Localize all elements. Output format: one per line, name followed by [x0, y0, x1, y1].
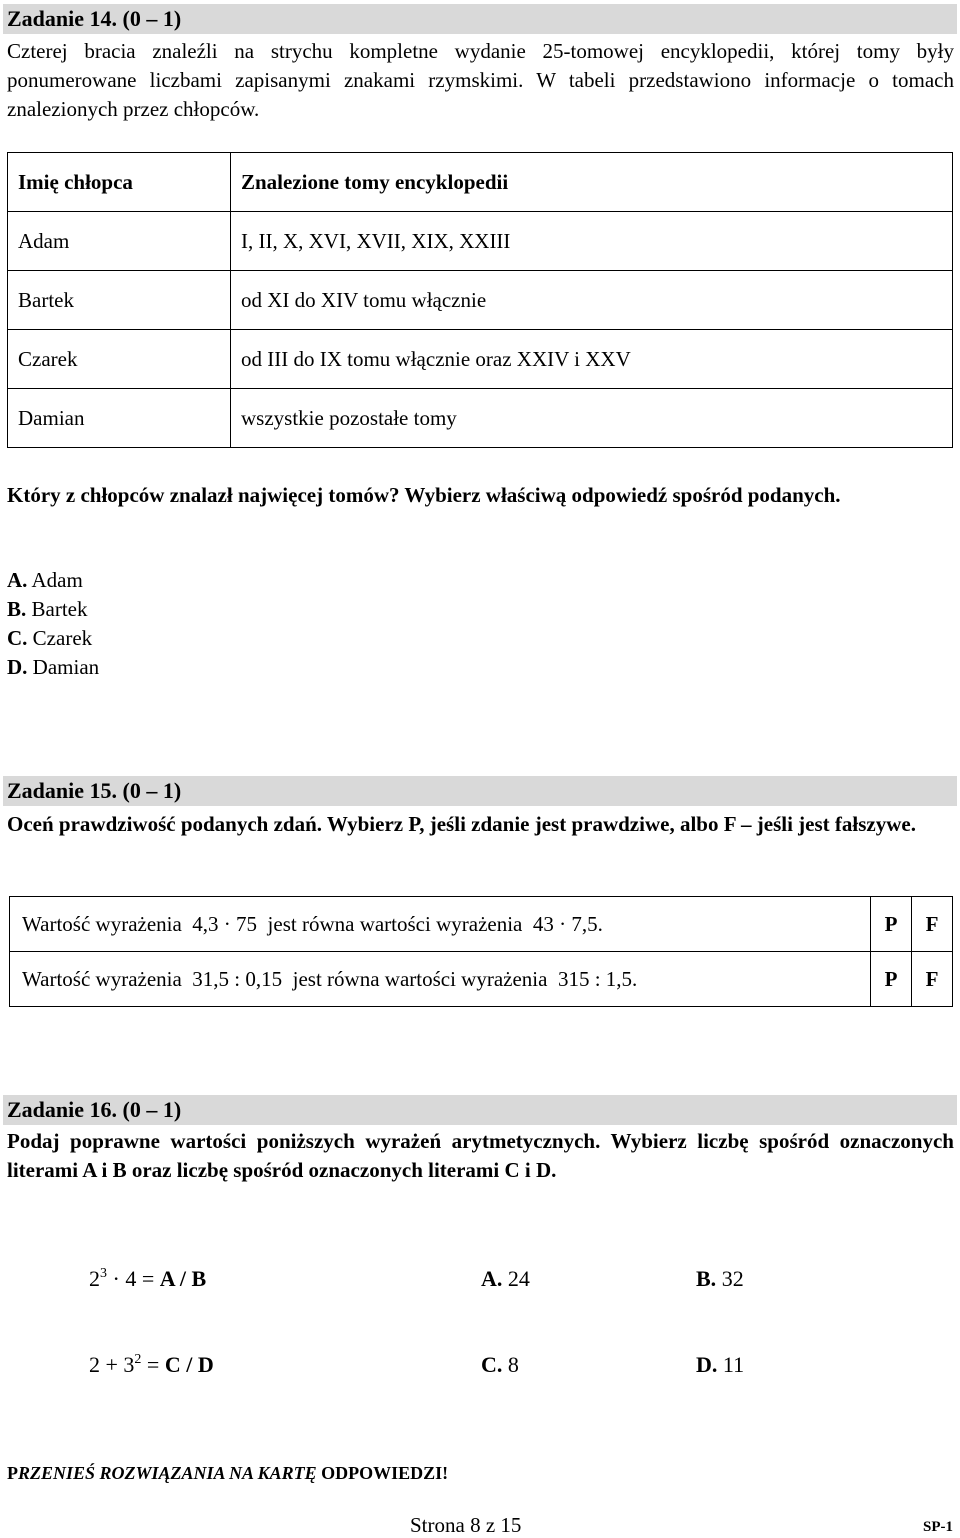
option-a[interactable]: A. Adam — [7, 568, 83, 592]
row-name: Bartek — [8, 271, 231, 330]
page-number: Strona 8 z 15 — [410, 1513, 522, 1537]
header-volumes: Znalezione tomy encyklopedii — [231, 153, 953, 212]
true-option[interactable]: P — [871, 897, 912, 952]
true-option[interactable]: P — [871, 952, 912, 1007]
option-c-value[interactable]: C. 8 — [481, 1352, 519, 1377]
expression-1: $2^3 \cdot 4 = A / B$ — [89, 1266, 207, 1291]
option-c[interactable]: C. Czarek — [7, 626, 93, 650]
option-d-value[interactable]: D. 11 — [696, 1352, 745, 1377]
task16-instruction: Podaj poprawne wartości poniższych wyrażeń arytmetycznych. Wybierz liczbę spośród oznaczonych literami A i B oraz liczbę spośród oznaczonych literami C i D. — [7, 1129, 954, 1182]
task14-header: Zadanie 14. (0 – 1) — [3, 4, 957, 34]
true-false-table — [9, 896, 953, 1007]
row-volumes: wszystkie pozostałe tomy — [231, 389, 953, 448]
option-b[interactable]: B. Bartek — [7, 597, 88, 621]
task15-instruction: Oceń prawdziwość podanych zdań. Wybierz P, jeśli zdanie jest prawdziwe, albo F – jeśli jest fałszywe. — [7, 812, 916, 836]
task14-intro: Czterej bracia znaleźli na strychu kompletne wydanie 25-tomowej encyklopedii, której tomy były ponumerowane liczbami zapisanymi znakami rzymskimi. W tabeli przedstawiono informacje o tomach znalezionych przez chłopców. — [7, 39, 954, 121]
volumes-table — [7, 152, 953, 448]
statement-text: Wartość wyrażenia 4,3 · 75 jest równa wartości wyrażenia 43 · 7,5. — [10, 897, 871, 952]
table-row — [8, 389, 953, 448]
task16-header: Zadanie 16. (0 – 1) — [3, 1095, 957, 1125]
option-b-value[interactable]: B. 32 — [696, 1266, 744, 1291]
choice-ab: A / B — [159, 1266, 207, 1291]
row-name: Damian — [8, 389, 231, 448]
statement-row — [10, 897, 953, 952]
row-volumes: od III do IX tomu włącznie oraz XXIV i XXV — [231, 330, 953, 389]
table-row — [8, 330, 953, 389]
task14-question: Który z chłopców znalazł najwięcej tomów? Wybierz właściwą odpowiedź spośród podanych. — [7, 483, 841, 507]
expression-2: $2 + 3^2 = C / D$ — [89, 1352, 214, 1377]
row-name: Czarek — [8, 330, 231, 389]
statement-row — [10, 952, 953, 1007]
task15-header: Zadanie 15. (0 – 1) — [3, 776, 957, 806]
false-option[interactable]: F — [912, 897, 953, 952]
statement-text: Wartość wyrażenia 31,5 : 0,15 jest równa wartości wyrażenia 315 : 1,5. — [10, 952, 871, 1007]
choice-cd: C / D — [164, 1352, 214, 1377]
exam-code: SP-1 — [923, 1519, 953, 1535]
false-option[interactable]: F — [912, 952, 953, 1007]
row-volumes: od XI do XIV tomu włącznie — [231, 271, 953, 330]
table-row — [8, 212, 953, 271]
table-row — [8, 271, 953, 330]
option-a-value[interactable]: A. 24 — [481, 1266, 530, 1291]
header-name: Imię chłopca — [8, 153, 231, 212]
row-name: Adam — [8, 212, 231, 271]
task14-options — [7, 566, 99, 682]
row-volumes: I, II, X, XVI, XVII, XIX, XXIII — [231, 212, 953, 271]
transfer-note: PRZENIEŚ ROZWIĄZANIA NA KARTĘ ODPOWIEDZI! — [7, 1463, 449, 1483]
option-d[interactable]: D. Damian — [7, 655, 100, 679]
table-header-row — [8, 153, 953, 212]
